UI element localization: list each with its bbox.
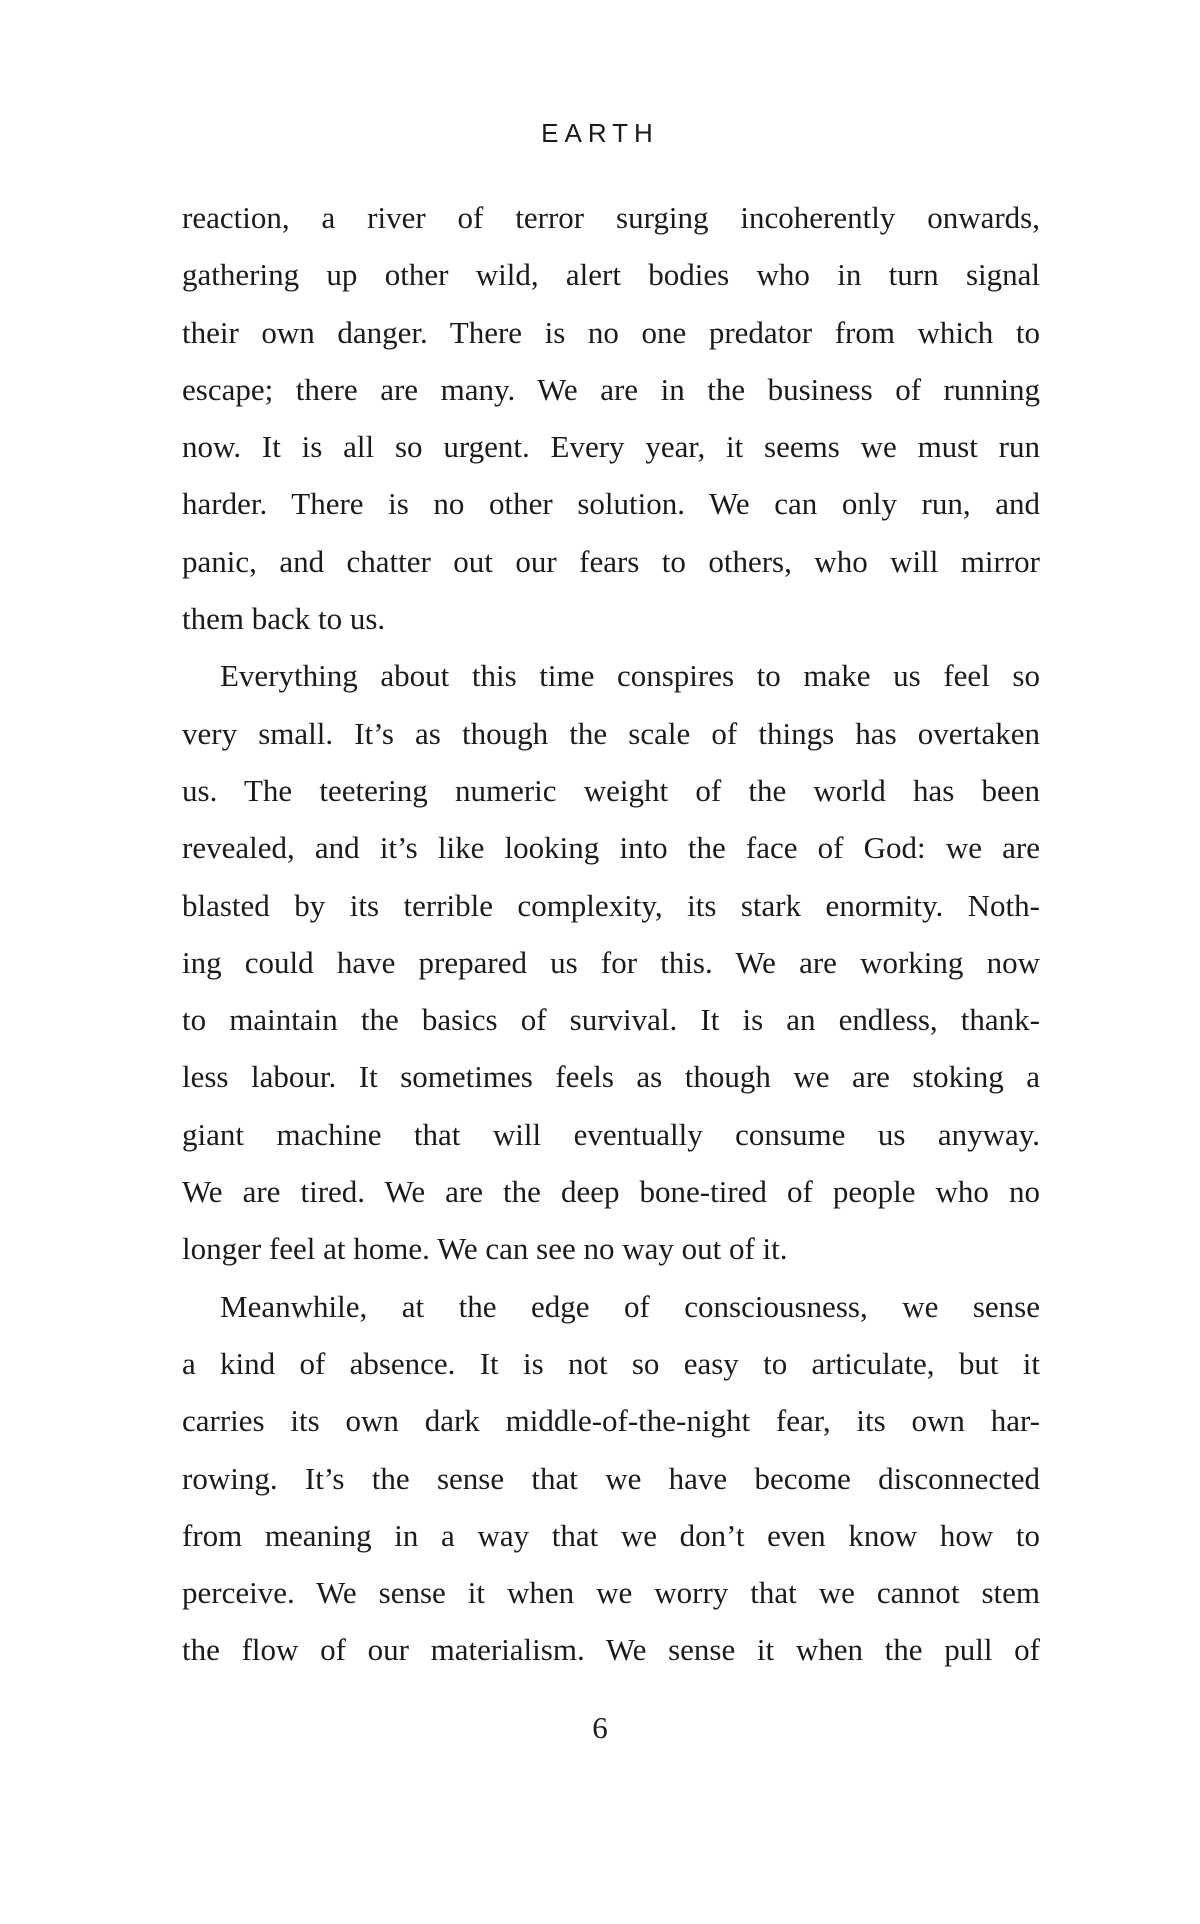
text-line: escape; there are many. We are in the business of running xyxy=(182,371,1040,407)
text-line: their own danger. There is no one predator from which to xyxy=(182,314,1040,350)
text-line: reaction, a river of terror surging incoherently onwards, xyxy=(182,200,1040,235)
text-line: Meanwhile, at the edge of consciousness, we sense xyxy=(220,1288,1040,1324)
text-line: to maintain the basics of survival. It is an endless, thank- xyxy=(182,1002,1040,1038)
text-line: Everything about this time conspires to make us feel so xyxy=(220,658,1040,694)
text-line: We are tired. We are the deep bone-tired of people who no xyxy=(182,1174,1040,1210)
text-line: rowing. It’s the sense that we have become disconnected xyxy=(182,1460,1040,1496)
text-line: them back to us. xyxy=(182,601,386,637)
text-line: a kind of absence. It is not so easy to articulate, but it xyxy=(182,1345,1040,1381)
text-line: less labour. It sometimes feels as though we are stoking a xyxy=(182,1059,1040,1095)
text-line: revealed, and it’s like looking into the face of God: we are xyxy=(182,830,1040,866)
text-line: giant machine that will eventually consume us anyway. xyxy=(182,1116,1040,1152)
page-number: 6 xyxy=(592,1710,608,1745)
body-text xyxy=(182,189,1040,1679)
text-line: us. The teetering numeric weight of the world has been xyxy=(182,772,1040,808)
text-line: gathering up other wild, alert bodies who in turn signal xyxy=(182,257,1040,293)
text-line: harder. There is no other solution. We can only run, and xyxy=(182,486,1040,522)
text-line: longer feel at home. We can see no way out of it. xyxy=(182,1231,788,1267)
text-line: perceive. We sense it when we worry that we cannot stem xyxy=(182,1575,1040,1611)
text-line: very small. It’s as though the scale of things has overtaken xyxy=(182,715,1040,751)
text-line: panic, and chatter out our fears to others, who will mirror xyxy=(182,543,1040,579)
text-line: from meaning in a way that we don’t even know how to xyxy=(182,1517,1040,1553)
text-line: now. It is all so urgent. Every year, it seems we must run xyxy=(182,429,1040,465)
running-head: EARTH xyxy=(541,118,659,148)
text-line: the flow of our materialism. We sense it when the pull of xyxy=(182,1632,1040,1668)
text-line: blasted by its terrible complexity, its stark enormity. Noth- xyxy=(182,887,1040,923)
text-line: carries its own dark middle-of-the-night fear, its own har- xyxy=(182,1403,1040,1439)
text-line: ing could have prepared us for this. We are working now xyxy=(182,944,1040,980)
